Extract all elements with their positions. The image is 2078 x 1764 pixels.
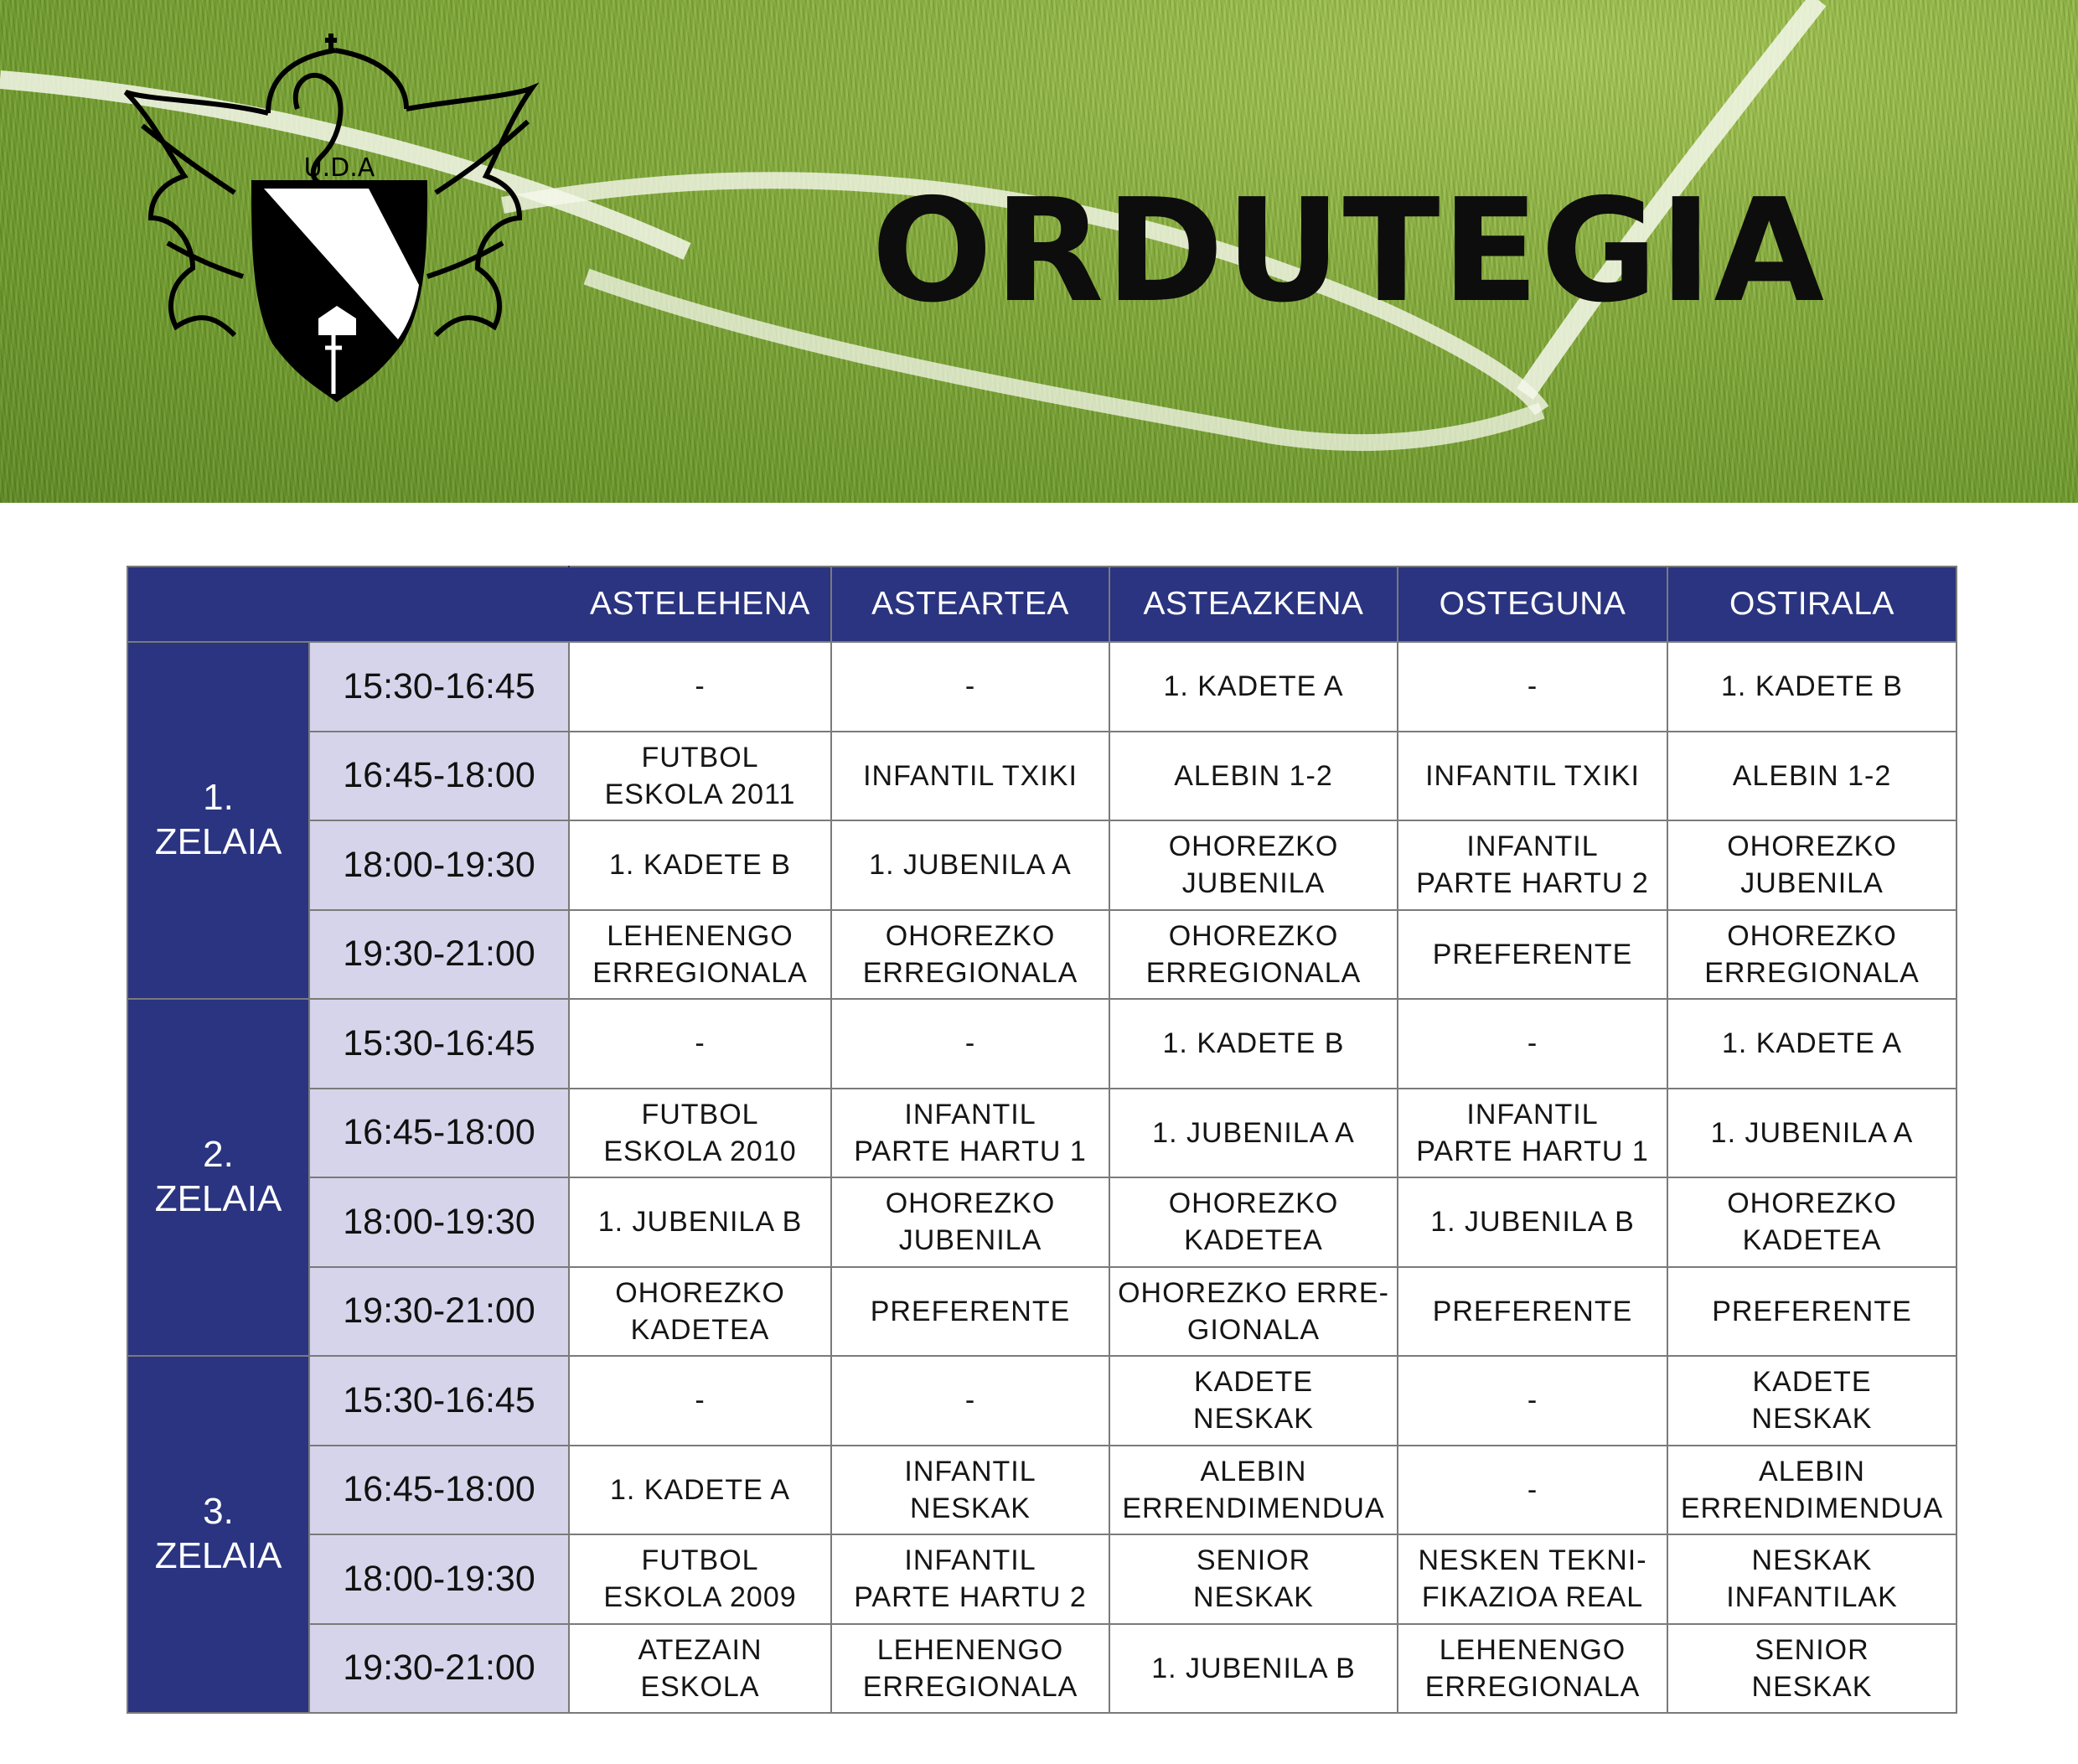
schedule-cell: FUTBOL ESKOLA 2010 — [569, 1089, 831, 1178]
schedule-cell: - — [831, 1356, 1109, 1446]
schedule-cell: OHOREZKO JUBENILA — [1667, 820, 1957, 910]
table-row — [127, 1446, 1957, 1535]
schedule-cell: LEHENENGO ERREGIONALA — [1398, 1624, 1667, 1714]
schedule-cell: 1. JUBENILA B — [1398, 1177, 1667, 1267]
day-header: ASTELEHENA — [569, 566, 831, 642]
schedule-cell: - — [1398, 642, 1667, 732]
day-header: ASTEARTEA — [831, 566, 1109, 642]
field-label: 1. ZELAIA — [127, 642, 309, 999]
schedule-cell: 1. JUBENILA A — [1109, 1089, 1398, 1178]
table-row — [127, 1534, 1957, 1624]
schedule-cell: OHOREZKO ERREGIONALA — [1667, 910, 1957, 1000]
schedule-cell: ALEBIN ERRENDIMENDUA — [1667, 1446, 1957, 1535]
schedule-cell: FUTBOL ESKOLA 2011 — [569, 732, 831, 821]
schedule-cell: - — [1398, 999, 1667, 1089]
time-slot: 18:00-19:30 — [309, 820, 569, 910]
schedule-cell: - — [831, 642, 1109, 732]
time-slot: 15:30-16:45 — [309, 999, 569, 1089]
schedule-cell: - — [569, 1356, 831, 1446]
schedule-cell: PREFERENTE — [1398, 910, 1667, 1000]
time-slot: 18:00-19:30 — [309, 1534, 569, 1624]
schedule-cell: KADETE NESKAK — [1667, 1356, 1957, 1446]
day-header: OSTEGUNA — [1398, 566, 1667, 642]
schedule-cell: NESKEN TEKNI- FIKAZIOA REAL — [1398, 1534, 1667, 1624]
table-row — [127, 820, 1957, 910]
table-row — [127, 732, 1957, 821]
schedule-cell: 1. JUBENILA A — [1667, 1089, 1957, 1178]
schedule-cell: PREFERENTE — [1667, 1267, 1957, 1357]
schedule-cell: - — [831, 999, 1109, 1089]
table-row — [127, 999, 1957, 1089]
time-slot: 16:45-18:00 — [309, 732, 569, 821]
time-slot: 16:45-18:00 — [309, 1446, 569, 1535]
time-slot: 15:30-16:45 — [309, 642, 569, 732]
table-row — [127, 1267, 1957, 1357]
schedule-cell: INFANTIL PARTE HARTU 1 — [1398, 1089, 1667, 1178]
schedule-cell: 1. JUBENILA B — [1109, 1624, 1398, 1714]
schedule-cell: OHOREZKO KADETEA — [1667, 1177, 1957, 1267]
schedule-cell: OHOREZKO ERRE- GIONALA — [1109, 1267, 1398, 1357]
schedule-cell: ATEZAIN ESKOLA — [569, 1624, 831, 1714]
schedule-cell: LEHENENGO ERREGIONALA — [831, 1624, 1109, 1714]
schedule-cell: 1. KADETE A — [1109, 642, 1398, 732]
time-slot: 19:30-21:00 — [309, 1267, 569, 1357]
schedule-cell: OHOREZKO KADETEA — [569, 1267, 831, 1357]
schedule-cell: INFANTIL NESKAK — [831, 1446, 1109, 1535]
schedule-cell: - — [1398, 1446, 1667, 1535]
schedule-cell: INFANTIL PARTE HARTU 2 — [831, 1534, 1109, 1624]
table-row — [127, 1089, 1957, 1178]
schedule-cell: INFANTIL PARTE HARTU 1 — [831, 1089, 1109, 1178]
schedule-cell: OHOREZKO KADETEA — [1109, 1177, 1398, 1267]
table-row — [127, 910, 1957, 1000]
schedule-cell: 1. KADETE B — [1109, 999, 1398, 1089]
logo-text: U.D.A — [303, 153, 375, 183]
schedule-cell: OHOREZKO JUBENILA — [831, 1177, 1109, 1267]
schedule-cell: ALEBIN 1-2 — [1109, 732, 1398, 821]
schedule-cell: SENIOR NESKAK — [1109, 1534, 1398, 1624]
schedule-cell: INFANTIL TXIKI — [1398, 732, 1667, 821]
page-title: ORDUTEGIA — [871, 168, 1827, 334]
time-slot: 16:45-18:00 — [309, 1089, 569, 1178]
schedule-cell: PREFERENTE — [1398, 1267, 1667, 1357]
schedule-cell: OHOREZKO ERREGIONALA — [831, 910, 1109, 1000]
schedule-cell: LEHENENGO ERREGIONALA — [569, 910, 831, 1000]
day-header: OSTIRALA — [1667, 566, 1957, 642]
day-header: ASTEAZKENA — [1109, 566, 1398, 642]
schedule-cell: 1. KADETE B — [569, 820, 831, 910]
schedule-cell: ALEBIN 1-2 — [1667, 732, 1957, 821]
schedule-cell: OHOREZKO ERREGIONALA — [1109, 910, 1398, 1000]
field-label: 3. ZELAIA — [127, 1356, 309, 1713]
schedule-cell: KADETE NESKAK — [1109, 1356, 1398, 1446]
schedule-cell: 1. KADETE B — [1667, 642, 1957, 732]
time-slot: 15:30-16:45 — [309, 1356, 569, 1446]
schedule-cell: NESKAK INFANTILAK — [1667, 1534, 1957, 1624]
header-corner — [127, 566, 569, 642]
schedule-cell: PREFERENTE — [831, 1267, 1109, 1357]
field-label: 2. ZELAIA — [127, 999, 309, 1356]
schedule-cell: INFANTIL TXIKI — [831, 732, 1109, 821]
table-row — [127, 1177, 1957, 1267]
time-slot: 19:30-21:00 — [309, 1624, 569, 1714]
schedule-cell: SENIOR NESKAK — [1667, 1624, 1957, 1714]
time-slot: 18:00-19:30 — [309, 1177, 569, 1267]
table-row — [127, 642, 1957, 732]
schedule-cell: 1. KADETE A — [569, 1446, 831, 1535]
schedule-cell: - — [1398, 1356, 1667, 1446]
schedule-cell: - — [569, 642, 831, 732]
time-slot: 19:30-21:00 — [309, 910, 569, 1000]
schedule-cell: OHOREZKO JUBENILA — [1109, 820, 1398, 910]
schedule-cell: 1. JUBENILA A — [831, 820, 1109, 910]
schedule-cell: ALEBIN ERRENDIMENDUA — [1109, 1446, 1398, 1535]
schedule-cell: FUTBOL ESKOLA 2009 — [569, 1534, 831, 1624]
header-banner — [0, 0, 2078, 503]
schedule-cell: INFANTIL PARTE HARTU 2 — [1398, 820, 1667, 910]
header-row — [127, 566, 1957, 642]
schedule-cell: - — [569, 999, 831, 1089]
table-row — [127, 1356, 1957, 1446]
schedule-cell: 1. KADETE A — [1667, 999, 1957, 1089]
table-row — [127, 1624, 1957, 1714]
schedule-table — [127, 566, 1957, 1714]
club-crest-logo — [117, 34, 553, 453]
schedule-cell: 1. JUBENILA B — [569, 1177, 831, 1267]
